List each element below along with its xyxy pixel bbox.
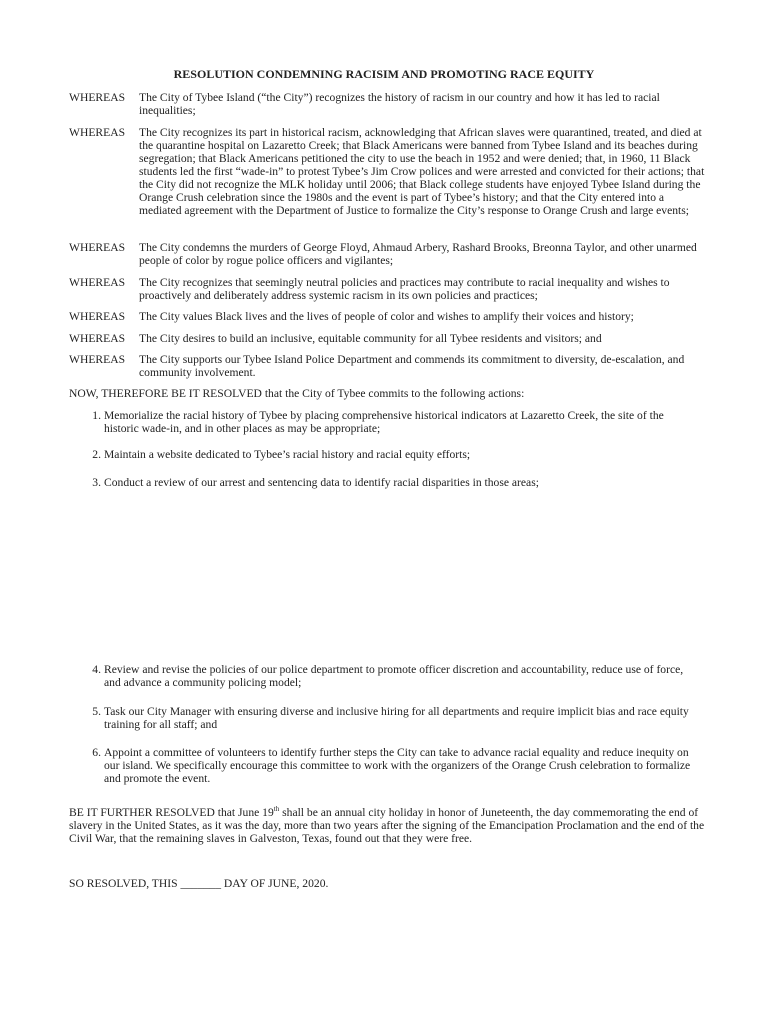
action-text: Review and revise the policies of our police department to promote officer discretion and accountability, reduce use of force, and advance a community policing model; [104, 663, 684, 689]
action-item [87, 409, 697, 435]
whereas-label: WHEREAS [69, 332, 126, 345]
action-text: Maintain a website dedicated to Tybee’s racial history and racial equity efforts; [104, 448, 471, 461]
action-item [87, 705, 697, 731]
action-text: Conduct a review of our arrest and sentencing data to identify racial disparities in those areas; [104, 476, 539, 489]
whereas-label: WHEREAS [69, 353, 126, 366]
whereas-text: The City desires to build an inclusive, equitable community for all Tybee residents and visitors; and [139, 332, 602, 345]
whereas-clause [69, 276, 705, 302]
ordinal-suffix: th [273, 805, 280, 814]
further-text-before: BE IT FURTHER RESOLVED that June 19 [69, 806, 274, 819]
action-item [87, 746, 697, 785]
further-resolved [69, 806, 709, 845]
action-item [87, 663, 697, 689]
action-number: 6. [92, 746, 101, 759]
whereas-text: The City supports our Tybee Island Police Department and commends its commitment to diversity, de-escalation, and community involvement. [139, 353, 685, 379]
action-number: 5. [92, 705, 101, 718]
action-item [87, 476, 697, 489]
action-number: 2. [92, 448, 101, 461]
action-number: 1. [92, 409, 101, 422]
whereas-label: WHEREAS [69, 91, 126, 104]
whereas-label: WHEREAS [69, 276, 126, 289]
whereas-label: WHEREAS [69, 241, 126, 254]
action-text: Appoint a committee of volunteers to identify further steps the City can take to advance racial equality and reduce inequity on our island. We specifically encourage this committee to work with the organizers of the Orange Crush celebration to formalize and promote the event. [104, 746, 691, 785]
action-text: Memorialize the racial history of Tybee by placing comprehensive historical indicators at Lazaretto Creek, the site of the historic wade-in, and in other places as may be appropriate; [104, 409, 664, 435]
whereas-text: The City of Tybee Island (“the City”) recognizes the history of racism in our country and how it has led to racial inequalities; [139, 91, 660, 117]
whereas-text: The City values Black lives and the lives of people of color and wishes to amplify their voices and history; [139, 310, 634, 323]
whereas-clause [69, 241, 705, 267]
whereas-text: The City recognizes its part in historical racism, acknowledging that African slaves were quarantined, treated, and died at the quarantine hospital on Lazaretto Creek; that Black Americans were banned from Tybee Island and its beaches during segregation; that Black Americans petitioned the city to use the beach in 1952 and were denied; that, in 1960, 11 Black students led the first “wade-in” to protest Tybee’s Jim Crow polices and were arrested and convicted for their actions; that the City did not recognize the MLK holiday until 2006; that Black college students have enjoyed Tybee Island during the Orange Crush celebration since the 1980s and the event is part of Tybee’s history; and that the City entered into a mediated agreement with the Department of Justice to formalize the City’s response to Orange Crush and large events; [139, 126, 705, 217]
whereas-text: The City recognizes that seemingly neutral policies and practices may contribute to racial inequality and wishes to proactively and deliberately address systemic racism in its own policies and practices; [139, 276, 670, 302]
whereas-clause [69, 332, 705, 345]
action-text: Task our City Manager with ensuring diverse and inclusive hiring for all departments and require implicit bias and race equity training for all staff; and [104, 705, 689, 731]
whereas-clause [69, 353, 705, 379]
whereas-clause [69, 310, 705, 323]
whereas-clause [69, 91, 705, 117]
whereas-label: WHEREAS [69, 126, 126, 139]
so-resolved-line: SO RESOLVED, THIS _______ DAY OF JUNE, 2020. [69, 877, 329, 890]
whereas-clause [69, 126, 705, 217]
action-number: 3. [92, 476, 101, 489]
resolved-intro: NOW, THEREFORE BE IT RESOLVED that the City of Tybee commits to the following actions: [69, 387, 525, 400]
further-text-after: shall be an annual city holiday in honor of Juneteenth, the day commemorating the end of slavery in the United States, as it was the day, more than two years after the signing of the Emancipation Proclamation and the end of the Civil War, that the remaining slaves in Galveston, Texas, found out that they were free. [69, 806, 705, 845]
resolution-title: RESOLUTION CONDEMNING RACISIM AND PROMOTING RACE EQUITY [173, 67, 595, 81]
whereas-text: The City condemns the murders of George Floyd, Ahmaud Arbery, Rashard Brooks, Breonna Taylor, and other unarmed people of color by rogue police officers and vigilantes; [139, 241, 697, 267]
action-item [87, 448, 697, 461]
action-number: 4. [92, 663, 101, 676]
whereas-label: WHEREAS [69, 310, 126, 323]
